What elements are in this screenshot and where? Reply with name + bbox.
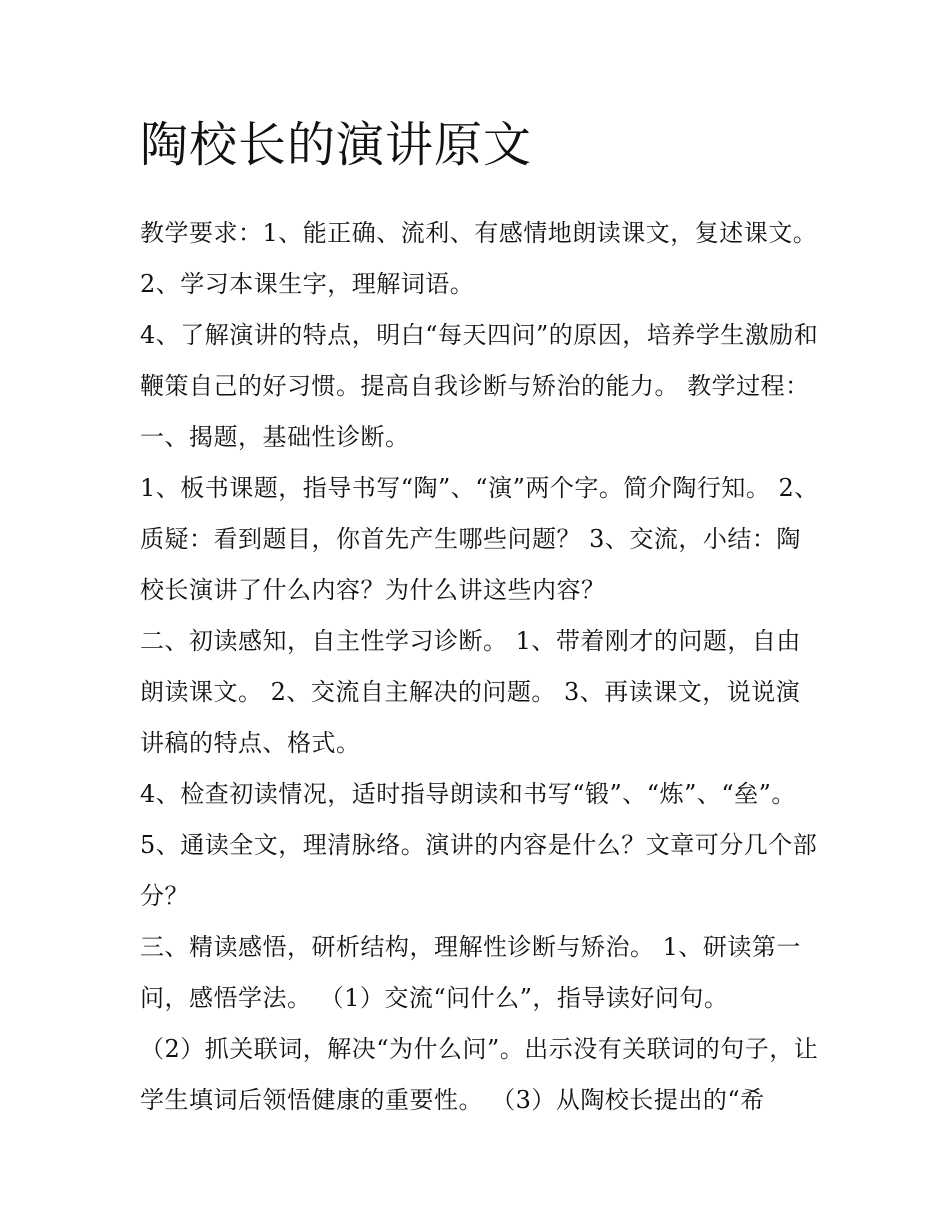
document-body: [140, 208, 820, 1126]
document-content: [140, 112, 820, 1126]
paragraph-speech-features: 4、了解演讲的特点，明白“每天四问”的原因，培养学生激励和鞭策自己的好习惯。提高自我诊断与矫治的能力。 教学过程： 一、揭题，基础性诊断。: [140, 321, 819, 451]
paragraph-conjunctions: （2）抓关联词，解决“为什么问”。出示没有关联词的句子，让学生填词后领悟健康的重要性。 （3）从陶校长提出的“希: [140, 1035, 819, 1114]
paragraph-title-writing: 1、板书课题，指导书写“陶”、“演”两个字。简介陶行知。 2、质疑：看到题目，你首先产生哪些问题？ 3、交流，小结：陶校长演讲了什么内容？为什么讲这些内容？: [140, 474, 819, 604]
paragraph-teaching-requirements: 教学要求：1、能正确、流利、有感情地朗读课文，复述课文。 2、学习本课生字，理解词语。: [140, 219, 818, 298]
paragraph-reading-check: 4、检查初读情况，适时指导朗读和书写“锻”、“炼”、“垒”。: [140, 780, 796, 808]
paragraph-full-reading: 5、通读全文，理清脉络。演讲的内容是什么？文章可分几个部分？: [140, 831, 818, 910]
paragraph-close-reading: 三、精读感悟，研析结构，理解性诊断与矫治。 1、研读第一问，感悟学法。 （1）交流“问什么”，指导读好问句。: [140, 933, 801, 1012]
document-title: 陶校长的演讲原文: [140, 117, 533, 173]
paragraph-first-reading: 二、初读感知，自主性学习诊断。 1、带着刚才的问题，自由朗读课文。 2、交流自主解决的问题。 3、再读课文，说说演讲稿的特点、格式。: [140, 627, 801, 757]
